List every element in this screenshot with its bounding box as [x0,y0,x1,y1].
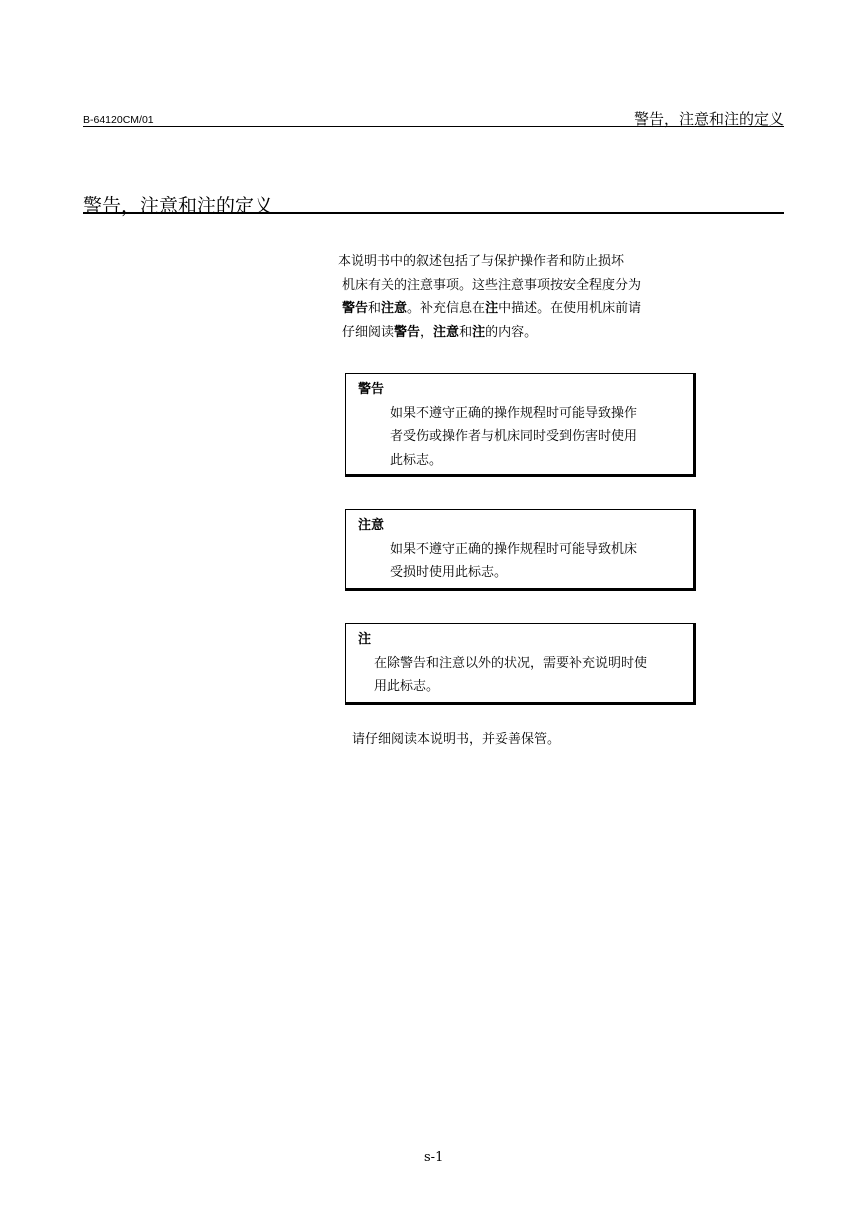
intro-paragraph [338,250,708,344]
intro-line-2: 机床有关的注意事项。这些注意事项按安全程度分为 [342,277,642,293]
term-note: 注 [485,301,499,316]
warning-box-title: 警告 [358,382,385,397]
caution-box-title: 注意 [358,518,385,533]
intro-text: 。补充信息在 [407,301,486,316]
warning-line-2: 者受伤或操作者与机床同时受到伤害时使用 [390,429,638,444]
term-warning: 警告 [394,324,421,340]
intro-line-1: 本说明书中的叙述包括了与保护操作者和防止损坏 [338,254,625,269]
intro-line-3 [338,297,708,321]
intro-text: 和 [368,301,382,316]
warning-line-1: 如果不遵守正确的操作规程时可能导致操作 [390,405,638,421]
title-divider [83,212,784,214]
caution-box [345,509,696,591]
note-line-1: 在除警告和注意以外的状况，需要补充说明时使 [374,655,648,671]
page-title: 警告，注意和注的定义 [83,195,274,217]
intro-text: 仔细阅读 [342,324,395,340]
warning-line-3: 此标志。 [390,452,443,468]
intro-text: 和 [459,324,473,340]
term-note: 注 [472,324,486,340]
caution-line-2: 受损时使用此标志。 [390,565,508,580]
intro-text: 的内容。 [485,324,538,340]
term-warning: 警告 [342,301,369,316]
warning-box [345,373,696,477]
header-section-title: 警告，注意和注的定义 [633,110,784,128]
caution-line-1: 如果不遵守正确的操作规程时可能导致机床 [390,541,638,557]
intro-text: ， [420,324,434,340]
intro-line-4 [338,321,708,345]
closing-sentence: 请仔细阅读本说明书，并妥善保管。 [352,732,561,747]
note-line-2: 用此标志。 [374,679,440,694]
intro-text: 中描述。在使用机床前请 [498,301,642,316]
term-caution: 注意 [433,324,460,340]
header-divider [83,126,784,127]
page-number: s-1 [424,1150,444,1165]
note-box [345,623,696,705]
note-box-title: 注 [358,632,372,647]
document-number: B-64120CM/01 [83,114,154,126]
term-caution: 注意 [381,301,408,316]
